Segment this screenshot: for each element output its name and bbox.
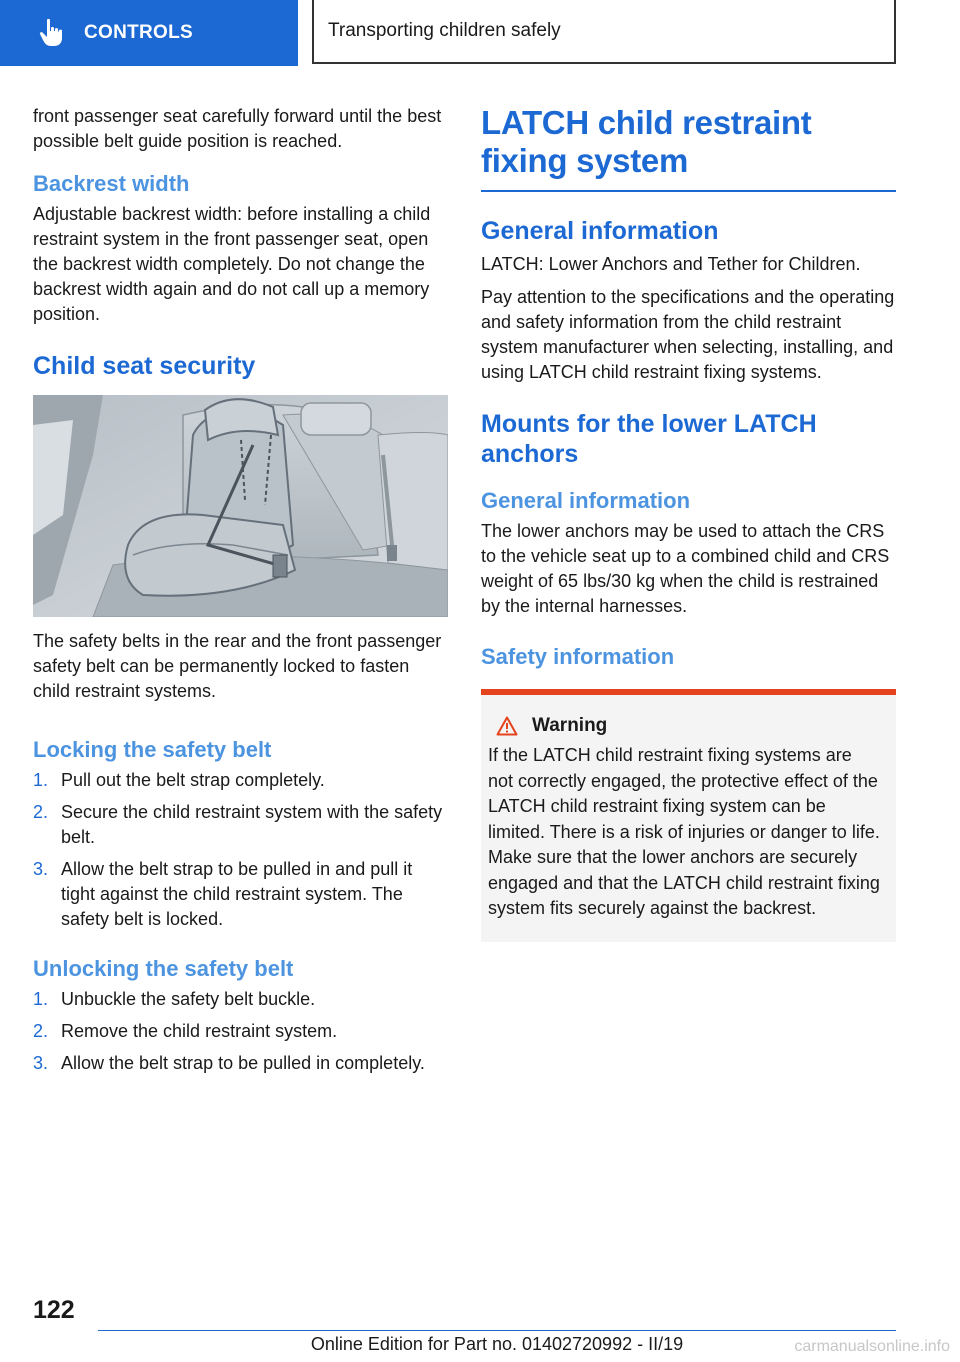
warning-label: Warning <box>532 715 608 736</box>
child-seat-security-caption: The safety belts in the rear and the front passenger safety belt can be permanently locked to fasten child restraint systems. <box>33 631 442 701</box>
list-item: 2. Secure the child restraint system with the safety belt. <box>33 802 443 847</box>
mounts-text: The lower anchors may be used to attach the CRS to the vehicle seat up to a combined child and CRS weight of 65 lbs/30 kg when the child is restrained by the internal harnesses. <box>481 521 890 616</box>
unlocking-heading: Unlocking the safety belt <box>33 956 294 981</box>
list-item: 1. Pull out the belt strap completely. <box>33 770 325 790</box>
page-title: LATCH child restraint fixing system <box>481 104 812 179</box>
mounts-general-heading: General information <box>481 488 691 513</box>
title-divider <box>481 190 896 192</box>
mounts-heading: Mounts for the lower LATCH anchors <box>481 410 817 468</box>
backrest-heading: Backrest width <box>33 171 190 196</box>
edition-text: Online Edition for Part no. 01402720992 - II/19 <box>310 1334 684 1354</box>
safety-information-heading: Safety information <box>481 644 675 669</box>
backrest-text: Adjustable backrest width: before installing a child restraint system in the front passenger seat, open the backrest width completely. Do not change the backrest width again and do not call up a memory position. <box>33 204 431 324</box>
warning-box <box>481 689 896 942</box>
warning-header <box>488 715 880 737</box>
watermark: carmanualsonline.info <box>794 1338 950 1355</box>
page-number: 122 <box>33 1296 75 1324</box>
warning-triangle-icon <box>496 716 518 736</box>
child-seat-security-heading: Child seat security <box>33 352 256 380</box>
warning-text: If the LATCH child restraint fixing systems are not correctly engaged, the protective effect of the LATCH child restraint fixing system can be limited. There is a risk of injuries or danger to life. Make sure that the lower anchors are securely engaged and that the LATCH child restraint fixing system fits securely against the backrest. <box>488 745 880 918</box>
lead-paragraph: front passenger seat carefully forward until the best possible belt guide position is reached. <box>33 106 442 151</box>
pointing-hand-icon <box>38 18 64 48</box>
right-column <box>481 104 896 942</box>
footer-divider <box>98 1330 896 1331</box>
list-item: 3. Allow the belt strap to be pulled in and pull it tight against the child restraint system. The safety belt is locked. <box>33 859 413 929</box>
latch-definition: LATCH: Lower Anchors and Tether for Children. <box>481 254 861 274</box>
general-information-heading: General information <box>481 217 719 245</box>
general-information-text: Pay attention to the specifications and the operating and safety information from the child restraint system manufacturer when selecting, installing, and using LATCH child restraint fixing systems. <box>481 287 895 382</box>
list-item: 1. Unbuckle the safety belt buckle. <box>33 989 316 1009</box>
locking-steps <box>33 768 448 932</box>
list-item: 3. Allow the belt strap to be pulled in completely. <box>33 1053 425 1073</box>
child-seat-illustration <box>33 395 448 617</box>
child-seat-image <box>33 395 448 617</box>
chapter-tab[interactable] <box>0 0 298 66</box>
chapter-tab-label: CONTROLS <box>84 22 194 43</box>
unlocking-steps <box>33 987 448 1076</box>
locking-heading: Locking the safety belt <box>33 737 272 762</box>
section-title: Transporting children safely <box>312 0 896 64</box>
list-item: 2. Remove the child restraint system. <box>33 1021 338 1041</box>
left-column <box>33 104 448 1083</box>
